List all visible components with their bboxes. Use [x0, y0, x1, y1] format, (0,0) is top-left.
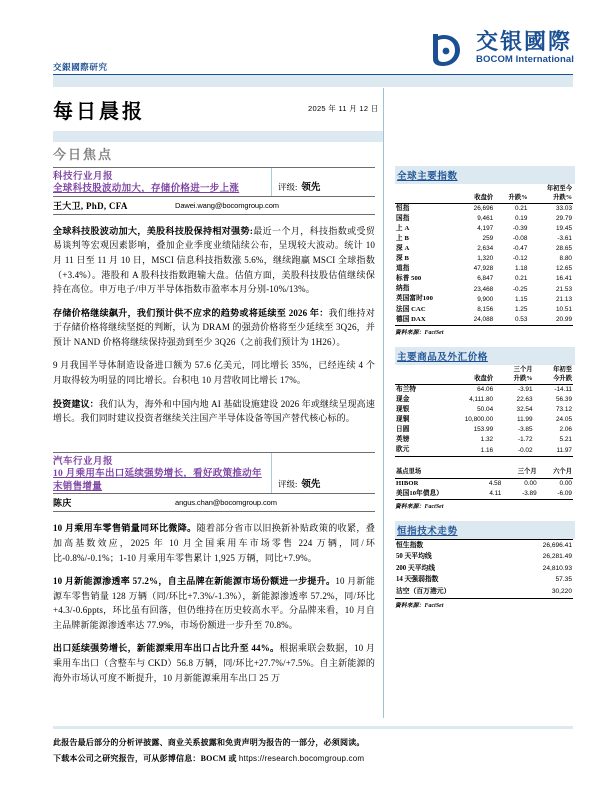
footer-rule: [53, 726, 573, 729]
section-paragraph: [53, 521, 375, 565]
sidebar: [395, 166, 575, 620]
table-row: [395, 315, 573, 326]
row-value: 26,696: [473, 204, 494, 212]
bocom-logo-icon: [429, 28, 469, 68]
section-paragraph: [53, 306, 375, 350]
disclaimer-prefix: 下载本公司之研究报告，可从彭博信息：BOCM 或: [53, 754, 239, 763]
table-row: [395, 385, 573, 396]
row-value: 1.15: [514, 295, 528, 303]
panel-title-indices: 全球主要指数: [395, 166, 575, 184]
row-value: -0.47: [512, 245, 528, 253]
paragraph-body: 我们维持对于存储价格将继续坚挺的判断，认为 DRAM 的强劲价格将至少延续至 3Q26，并预计 NAND 价格将继续保持强劲到至少 3Q26（之前我们预计为 1H26）。: [53, 307, 375, 347]
row-label: 法国 CAC: [396, 305, 426, 313]
row-label: 道指: [396, 265, 410, 273]
row-label: 上 A: [396, 224, 410, 232]
row-value: 12.65: [556, 265, 572, 273]
row-value: 0.19: [514, 214, 528, 222]
row-value: 1.18: [514, 265, 528, 273]
table-row: [395, 295, 573, 305]
col-ytd2-top: 年初至: [553, 365, 572, 373]
table-row: [395, 587, 573, 599]
paragraph-lead: 投资建议：: [53, 398, 99, 409]
row-label: 恒生指数: [395, 540, 509, 552]
row-value: 0.21: [514, 275, 528, 283]
col-ytd: 升跌%: [528, 193, 573, 204]
table-row: [395, 563, 573, 575]
title-row: [53, 93, 573, 131]
section-paragraph: [53, 641, 375, 685]
row-value: 24,088: [459, 315, 494, 326]
rating-value: 领先: [301, 182, 321, 193]
table-row: [395, 255, 573, 265]
row-value: -3.85: [517, 426, 533, 434]
row-value: 29.79: [556, 214, 572, 222]
brand-name-en: BOCOM International: [476, 54, 574, 66]
paragraph-lead: 出口延续强势增长，新能源乘用车出口占比升至 44%。: [53, 643, 280, 654]
row-value: 1.32: [480, 436, 494, 444]
source-technical: 資料來源：FactSet: [395, 603, 444, 610]
row-label: 英镑: [396, 436, 410, 444]
analyst-name: 王大卫, PhD, CFA: [53, 200, 128, 211]
source-rates: 資料來源：FactSet: [395, 504, 444, 511]
rating-value: 领先: [301, 480, 321, 491]
col-chg: 升跌%: [494, 193, 528, 204]
table-row: [395, 416, 573, 426]
row-label: 深 A: [396, 245, 410, 253]
row-value: 22.63: [516, 396, 533, 404]
row-value: -0.25: [512, 285, 528, 293]
table-row: [395, 426, 573, 436]
panel-title-commodities: 主要商品及外汇价格: [395, 347, 575, 365]
row-value: -3.91: [517, 386, 533, 394]
disclaimer-line-1: 此报告最后部分的分析评披露、商业关系披露和免责声明为报告的一部分，必须阅读。: [53, 738, 365, 747]
panel-hsi-technical: [395, 521, 575, 609]
row-value: 19.45: [556, 225, 572, 233]
row-value: 0.21: [514, 204, 528, 212]
row-value: 0.00: [524, 479, 537, 487]
section-paragraph: [53, 224, 375, 297]
section-header: [53, 167, 375, 215]
analyst-email[interactable]: angus.chan@bocomgroup.com: [175, 498, 277, 508]
row-value: 4.58: [488, 479, 502, 487]
row-value: 9,900: [477, 295, 494, 303]
col-rates-3m: 三个月: [502, 468, 537, 479]
table-row: [395, 224, 573, 234]
row-value: -0.02: [494, 446, 533, 457]
table-row: [395, 234, 573, 244]
table-row: [395, 204, 573, 215]
row-value: 24.05: [556, 416, 572, 424]
section-kicker: 汽车行业月报: [53, 456, 114, 467]
paragraph-body: 9 月我国半导体制造设备进口额为 57.6 亿美元，同比增长 35%，已经连续 4 个月取得较为明显的同比增长。台积电 10 月营收同比增长 17%。: [53, 360, 375, 386]
table-row: [395, 305, 573, 315]
row-value: 64.06: [477, 386, 494, 394]
table-row: [395, 552, 573, 564]
row-value: -0.08: [512, 235, 528, 243]
table-row: [395, 395, 573, 405]
row-value: 21.53: [556, 285, 572, 293]
section-kicker: 科技行业月报: [53, 172, 114, 182]
row-value: 11.97: [534, 446, 573, 457]
row-value: -3.89: [502, 489, 537, 500]
row-value: 5.21: [559, 436, 572, 444]
col-rates-label: 基点里场: [395, 468, 478, 479]
report-section: [53, 167, 375, 426]
row-value: 0.00: [559, 479, 572, 487]
row-label: 现金: [396, 395, 410, 403]
row-value: 47,928: [473, 265, 494, 273]
section-headline-link[interactable]: 10 月乘用车出口延续强势增长，看好政策推动年末销售增量: [53, 468, 262, 492]
row-value: 56.39: [556, 396, 572, 404]
table-row: [395, 265, 573, 275]
col-chg3m: 升跌%: [494, 374, 533, 385]
row-value: 1.16: [437, 446, 494, 457]
table-row: [395, 285, 573, 295]
masthead-band: [53, 75, 573, 87]
section-paragraph: [53, 358, 375, 387]
paragraph-lead: 10 月乘用车零售销量同环比微降。: [53, 523, 197, 534]
row-value: 26,696.41: [509, 540, 573, 552]
table-rates: [395, 468, 573, 500]
column-divider: [383, 88, 384, 718]
rating-label: 评级:: [278, 181, 298, 192]
row-label: 现铜: [396, 416, 410, 424]
row-value: 24,810.93: [542, 564, 572, 572]
table-row: [395, 275, 573, 285]
panel-rates: [395, 468, 575, 510]
paragraph-body: 10 月新能源车零售销量 128 万辆（同/环比+7.3%/-1.3%），新能源渗透率 57.2%，同/环比+4.3/-0.6ppts，环比虽有回落，但仍维持在历史较高水平。分品牌来看，10 月自主品牌新能源渗透率达 77.9%，市场份额进一步升至 70.8%。: [53, 576, 375, 630]
row-value: 2,634: [477, 245, 494, 253]
section-rating: [271, 453, 375, 494]
col-close2: 收盘价: [437, 374, 494, 385]
paragraph-body: 随着部分省市以旧换新补贴政策的收紧，叠加高基数效应，2025 年 10 月全国乘用车市场零售 224 万辆，同/环比-0.8%/-0.1%；1-10 月乘用车零售累计 1,925 万辆，同比+7.9%。: [53, 523, 375, 563]
paragraph-lead: 全球科技股波动加大，美股科技股保持相对强势:: [53, 225, 254, 236]
row-value: 8,156: [477, 305, 494, 313]
row-value: 10,800.00: [464, 416, 494, 424]
main-content: [53, 166, 375, 685]
analyst-row: [53, 197, 375, 214]
footer-disclaimer: [53, 735, 573, 767]
row-value: 2.06: [559, 426, 572, 434]
report-date: 2025 年 11 月 12 日: [308, 104, 379, 113]
panel-commodities-fx: [395, 347, 575, 457]
row-value: -14.11: [554, 386, 572, 394]
paragraph-body: 我们认为，海外和中国内地 AI 基础设施建设 2026 年或继续呈现高速增长。我们同时建议投资者继续关注国产半导体设备等国产替代核心标的。: [53, 398, 375, 424]
table-global-indices: [395, 184, 573, 326]
table-row: [395, 214, 573, 224]
panel-global-indices: [395, 166, 575, 336]
row-label: 200 天平均线: [396, 564, 436, 572]
row-label: 现银: [396, 406, 410, 414]
table-row: [395, 436, 573, 446]
page-title: 每日晨报: [53, 101, 145, 123]
row-value: 57.35: [555, 576, 572, 584]
row-value: 32.54: [516, 406, 533, 414]
analyst-row: [53, 494, 375, 511]
report-section: [53, 452, 375, 685]
row-value: -0.12: [512, 255, 528, 263]
section-rule-bottom: [53, 511, 375, 512]
row-value: 16.41: [556, 275, 572, 283]
table-row: [395, 489, 573, 500]
row-value: 0.53: [494, 315, 528, 326]
analyst-email[interactable]: Dawei.wang@bocomgroup.com: [175, 200, 279, 210]
row-value: -6.09: [538, 489, 573, 500]
source-indices: 資料來源：FactSet: [395, 330, 444, 337]
row-value: -0.39: [512, 225, 528, 233]
row-label: 日圆: [396, 426, 410, 434]
row-value: 259: [482, 235, 494, 243]
row-value: 21.13: [556, 295, 572, 303]
row-value: 26,281.49: [542, 553, 572, 561]
row-value: 1,320: [477, 255, 494, 263]
row-label: 布兰特: [396, 385, 417, 393]
col-close: 收盘价: [459, 193, 494, 204]
paragraph-lead: 存储价格继续飙升，我们预计供不应求的趋势或将延续至 2026 年：: [53, 307, 329, 318]
row-label: 欧元: [395, 446, 437, 457]
row-value: 6,847: [477, 275, 494, 283]
row-label: 恒指: [396, 204, 410, 212]
row-value: 8.80: [559, 255, 572, 263]
paragraph-body: 最近一个月，科技指数或受贸易谈判等宏观因素影响，叠加企业季度业绩陆续公布，呈现较大波动。统计 10 月 11 日至 11 月 10 日，MSCI 信息科技指数涨 5.6%，继续跑赢 MSCI 全球指数（+3.4%）。港股和 A 股科技指数跑输大盘。估值方面，美股科技股估值继续保持在高位。申万电子/申万半导体指数市盈率本月分别-10%/13%。: [53, 225, 375, 295]
row-label: 50 天平均线: [396, 553, 432, 561]
row-label: 沽空（百万港元）: [395, 587, 509, 599]
row-value: -3.61: [557, 235, 572, 243]
row-value: 11.99: [517, 416, 533, 424]
col-rates-6m: 六个月: [538, 468, 573, 479]
section-headline-link[interactable]: 全球科技股波动加大，存储价格进一步上涨: [53, 184, 240, 194]
row-label: 美国10年债息）: [395, 489, 478, 500]
row-value: 153.99: [473, 426, 494, 434]
row-value: 28.65: [556, 245, 572, 253]
disclaimer-line-2: [53, 751, 573, 767]
section-paragraph: [53, 397, 375, 426]
row-label: 英国富时100: [396, 295, 433, 303]
col-ytd-top: 年初至今: [546, 184, 572, 192]
analyst-name: 陈庆: [53, 498, 72, 509]
row-label: HIBOR: [396, 479, 419, 487]
table-row: [395, 245, 573, 255]
col-ytd2: 今升跌: [534, 374, 573, 385]
row-value: 1.25: [514, 305, 528, 313]
rating-label: 评级:: [278, 479, 298, 490]
focus-heading: 今日焦点: [53, 147, 114, 162]
table-hsi-technical: [395, 539, 573, 599]
title-band: [53, 131, 383, 142]
row-label: 国指: [396, 214, 410, 222]
section-rule-bottom: [53, 214, 375, 215]
table-row: [395, 575, 573, 587]
row-value: 30,220: [509, 587, 573, 599]
row-value: 33.03: [556, 204, 572, 212]
paragraph-body: 根据乘联会数据，10 月乘用车出口（含整车与 CKD）56.8 万辆，同/环比+27.7%/+7.5%。自主新能源的海外市场认可度不断提升，10 月新能源乘用车出口 25 万: [53, 643, 375, 683]
section-paragraph: [53, 574, 375, 632]
table-row: [395, 478, 573, 489]
row-value: 9,461: [477, 214, 494, 222]
row-label: 深 B: [396, 255, 409, 263]
row-value: 73.12: [556, 406, 572, 414]
row-value: 4,111.80: [469, 396, 494, 404]
table-row: [395, 405, 573, 415]
row-label: 14 天强弱指数: [396, 576, 439, 584]
row-value: 10.51: [556, 305, 572, 313]
brand-name-cn: 交银國際: [476, 29, 573, 55]
table-commodities-fx: [395, 365, 573, 457]
table-row: [395, 540, 573, 552]
research-url-link[interactable]: https://research.bocomgroup.com: [238, 754, 365, 763]
row-label: 上 B: [396, 235, 409, 243]
section-rating: [271, 168, 375, 196]
panel-title-technical: 恒指技术走势: [395, 521, 575, 539]
row-label: 德国 DAX: [395, 315, 459, 326]
col-3m-top: 三个月: [513, 365, 533, 373]
research-unit-label: 交銀國際研究: [53, 62, 108, 72]
row-value: 23,468: [473, 285, 494, 293]
row-value: 4.11: [478, 489, 502, 500]
row-label: 标普 500: [396, 275, 422, 283]
masthead: [0, 28, 612, 80]
row-value: 20.99: [528, 315, 573, 326]
row-value: 50.04: [477, 406, 494, 414]
brand-logo: [429, 28, 574, 68]
row-value: 4,197: [477, 225, 494, 233]
section-header: [53, 452, 375, 513]
paragraph-lead: 10 月新能源渗透率 57.2%，自主品牌在新能源市场份额进一步提升。: [53, 576, 336, 587]
table-row: [395, 446, 573, 457]
row-value: -1.72: [517, 436, 533, 444]
row-label: 纳指: [396, 285, 410, 293]
